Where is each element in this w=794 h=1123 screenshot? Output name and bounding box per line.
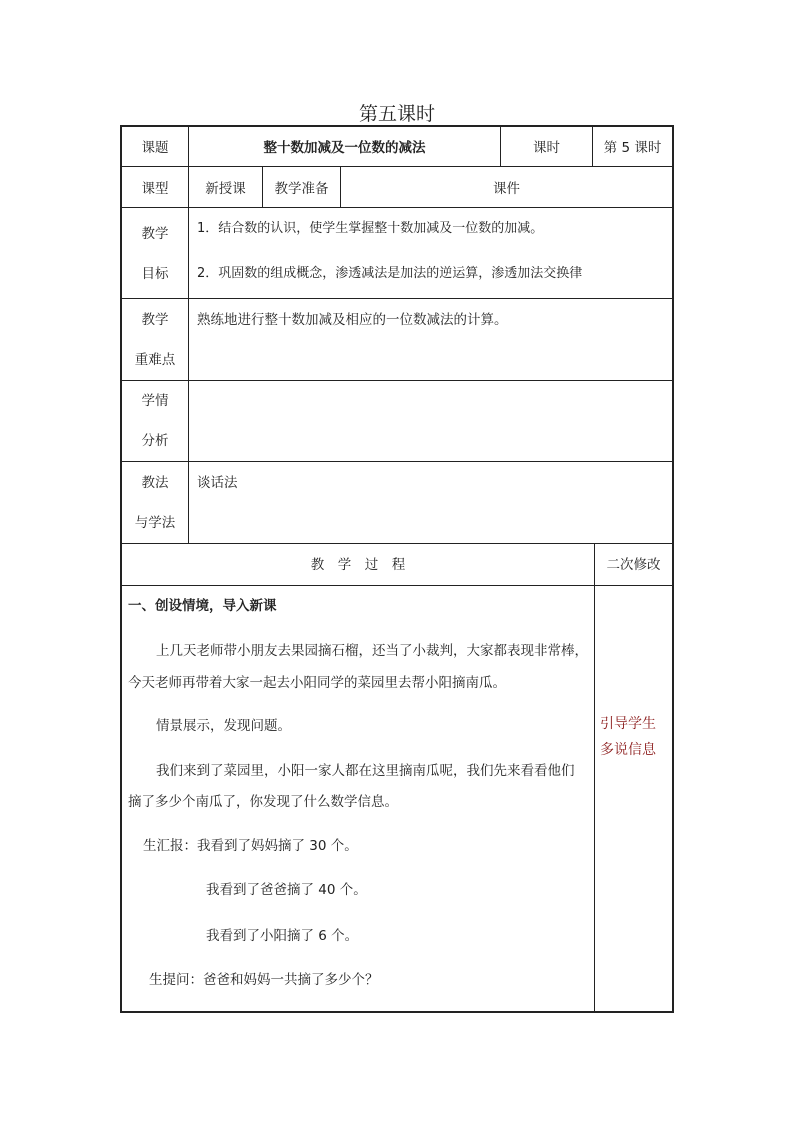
- revision-header: 二次修改: [606, 557, 661, 573]
- method-label-1: 教法: [141, 475, 169, 491]
- revision-note-1: 引导学生: [600, 716, 656, 732]
- period-label: 课时: [533, 140, 560, 156]
- paragraph-3-line-2: 摘了多少个南瓜了，你发现了什么数学信息。: [128, 794, 398, 810]
- key-label-1: 教学: [141, 312, 169, 328]
- report-3: 我看到了小阳摘了 6 个。: [206, 928, 359, 944]
- key-value: 熟练地进行整十数加减及相应的一位数减法的计算。: [197, 312, 508, 328]
- process-header: 教 学 过 程: [310, 557, 406, 573]
- topic-value: 整十数加减及一位数的减法: [263, 140, 426, 156]
- goal-2: 2．巩固数的组成概念，渗透减法是加法的逆运算，渗透加法交换律: [197, 266, 583, 281]
- analysis-label-1: 学情: [141, 393, 169, 409]
- key-label-2: 重难点: [134, 352, 176, 368]
- method-label-2: 与学法: [134, 515, 176, 531]
- type-value: 新授课: [205, 181, 246, 197]
- page-title: 第五课时: [358, 103, 435, 125]
- paragraph-1-line-1: 上几天老师带小朋友去果园摘石榴，还当了小裁判，大家都表现非常棒，: [156, 643, 588, 659]
- period-value: 第 5 课时: [603, 140, 662, 156]
- goals-label-1: 教学: [141, 226, 169, 242]
- student-question: 生提问：爸爸和妈妈一共摘了多少个？: [149, 972, 379, 988]
- paragraph-3-line-1: 我们来到了菜园里，小阳一家人都在这里摘南瓜呢，我们先来看看他们: [156, 763, 575, 779]
- topic-label: 课题: [141, 140, 169, 156]
- analysis-label-2: 分析: [141, 433, 169, 449]
- prep-label: 教学准备: [274, 181, 329, 197]
- prep-value: 课件: [493, 181, 520, 197]
- goal-1: 1．结合数的认识，使学生掌握整十数加减及一位数的加减。: [197, 221, 544, 236]
- report-1: 生汇报：我看到了妈妈摘了 30 个。: [143, 838, 358, 854]
- type-label: 课型: [141, 181, 169, 197]
- report-2: 我看到了爸爸摘了 40 个。: [206, 882, 367, 898]
- goals-label-2: 目标: [141, 266, 169, 282]
- paragraph-2: 情景展示，发现问题。: [156, 718, 291, 734]
- section-title: 一、创设情境，导入新课: [128, 598, 277, 614]
- paragraph-1-line-2: 今天老师再带着大家一起去小阳同学的菜园里去帮小阳摘南瓜。: [128, 675, 506, 691]
- method-value: 谈话法: [197, 475, 238, 491]
- revision-note-2: 多说信息: [600, 742, 656, 758]
